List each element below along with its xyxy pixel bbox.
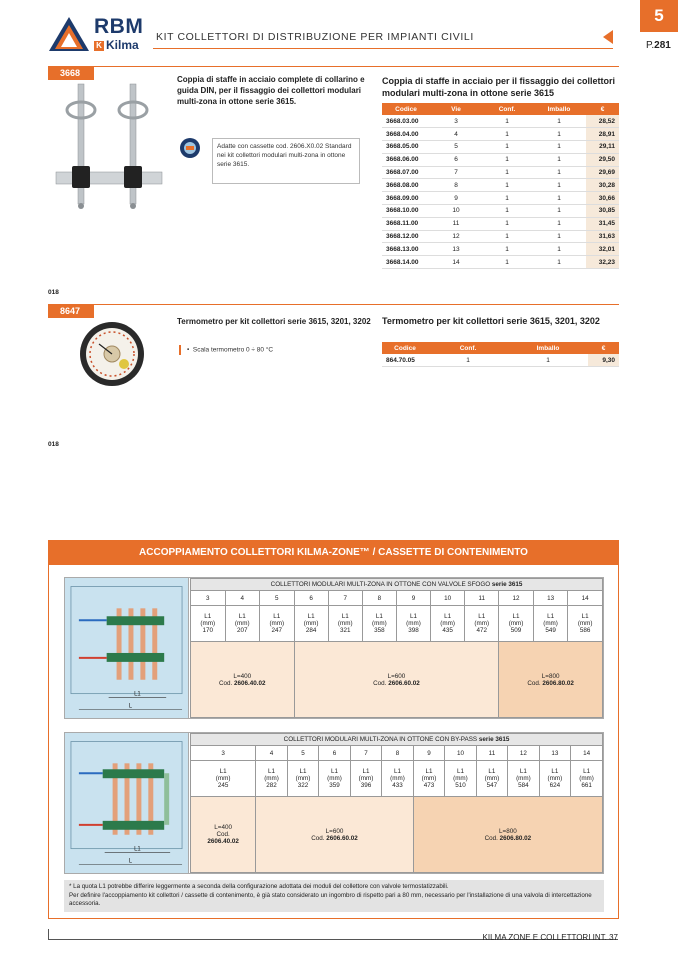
header-divider [153, 48, 613, 49]
cell-imballo: 1 [532, 217, 586, 230]
l1-cell: L1 (mm) 547 [476, 761, 507, 797]
box-cell: L=800 Cod. 2606.80.02 [413, 797, 602, 873]
cell-code: 3668.09.00 [382, 192, 430, 205]
ways-cell: 12 [508, 746, 539, 761]
manifold-diagram [65, 578, 189, 718]
cell-vie: 4 [430, 128, 482, 141]
cell-imballo: 1 [508, 354, 588, 367]
ways-cell: 14 [571, 746, 603, 761]
ways-cell: 8 [362, 591, 396, 606]
cell-conf: 1 [482, 256, 532, 269]
column-header: € [588, 342, 619, 354]
ways-cell: 13 [539, 746, 570, 761]
cell-imballo: 1 [532, 166, 586, 179]
l1-cell: L1 (mm) 284 [294, 606, 328, 642]
table-row [382, 179, 619, 192]
section-divider [48, 304, 619, 305]
l1-cell: L1 (mm) 245 [191, 761, 256, 797]
ways-cell: 4 [256, 746, 287, 761]
ways-cell: 5 [260, 591, 295, 606]
coupling-title: ACCOPPIAMENTO COLLETTORI KILMA-ZONE™ / CASSETTE DI CONTENIMENTO [48, 540, 619, 565]
l1-cell: L1 (mm) 624 [539, 761, 570, 797]
cell-vie: 6 [430, 153, 482, 166]
price-table [382, 342, 619, 367]
dim-l-label: L [128, 703, 133, 710]
l1-cell: L1 (mm) 207 [225, 606, 260, 642]
coupling-table-b [190, 733, 603, 873]
column-header: Conf. [482, 103, 532, 115]
cell-code: 864.70.05 [382, 354, 428, 367]
l1-cell: L1 (mm) 247 [260, 606, 295, 642]
column-header: € [586, 103, 619, 115]
cell-vie: 8 [430, 179, 482, 192]
ways-cell: 3 [191, 591, 226, 606]
cell-conf: 1 [482, 192, 532, 205]
cell-conf: 1 [482, 128, 532, 141]
price-table [382, 103, 619, 269]
ways-cell: 6 [319, 746, 350, 761]
ways-cell: 11 [476, 746, 507, 761]
cell-imballo: 1 [532, 115, 586, 128]
rbm-logo-icon [48, 16, 90, 52]
cell-imballo: 1 [532, 179, 586, 192]
ways-cell: 13 [533, 591, 568, 606]
table-row [382, 354, 619, 367]
page-code: 018 [48, 289, 59, 296]
cell-vie: 3 [430, 115, 482, 128]
l1-cell: L1 (mm) 472 [465, 606, 499, 642]
cell-vie: 14 [430, 256, 482, 269]
table-caption: COLLETTORI MODULARI MULTI-ZONA IN OTTONE CON BY-PASS serie 3615 [191, 734, 603, 746]
box-cell: L=400 Cod. 2606.40.02 [191, 642, 295, 718]
footer-text: KILMA ZONE E COLLETTORI INT. 37 [482, 933, 618, 942]
footnote [64, 880, 604, 912]
table-row [382, 166, 619, 179]
page-code: 018 [48, 441, 59, 448]
product-description: Termometro per kit collettori serie 3615, 3201, 3202 [177, 317, 371, 326]
brand-name: RBM [94, 15, 144, 38]
ways-cell: 7 [328, 591, 362, 606]
column-header: Codice [382, 342, 428, 354]
table-title: Termometro per kit collettori serie 3615, 3201, 3202 [382, 316, 600, 326]
l1-cell: L1 (mm) 170 [191, 606, 226, 642]
bracket-product-image [52, 80, 167, 215]
cell-conf: 1 [482, 243, 532, 256]
cell-imballo: 1 [532, 153, 586, 166]
cell-code: 3668.10.00 [382, 205, 430, 218]
ways-cell: 14 [568, 591, 603, 606]
cell-code: 3668.12.00 [382, 230, 430, 243]
cell-imballo: 1 [532, 243, 586, 256]
box-cell: L=600 Cod. 2606.60.02 [256, 797, 413, 873]
cell-price: 31,63 [586, 230, 619, 243]
cell-imballo: 1 [532, 128, 586, 141]
cell-conf: 1 [482, 217, 532, 230]
cell-price: 28,91 [586, 128, 619, 141]
ways-cell: 9 [413, 746, 444, 761]
cell-imballo: 1 [532, 256, 586, 269]
cell-price: 31,45 [586, 217, 619, 230]
footnote-line: * La quota L1 potrebbe differire leggermente a seconda della configurazione adottata dei moduli del collettore con valvole termostatizzabili. [69, 883, 449, 890]
cell-conf: 1 [482, 153, 532, 166]
spec-bullet: • Scala termometro 0 ÷ 80 °C [179, 345, 273, 355]
column-header: Codice [382, 103, 430, 115]
cell-vie: 7 [430, 166, 482, 179]
cell-vie: 9 [430, 192, 482, 205]
table-row [382, 128, 619, 141]
column-header: Imballo [508, 342, 588, 354]
ways-cell: 12 [499, 591, 534, 606]
coupling-table-a [190, 578, 603, 718]
cell-code: 3668.06.00 [382, 153, 430, 166]
ways-cell: 11 [465, 591, 499, 606]
cell-vie: 10 [430, 205, 482, 218]
cell-imballo: 1 [532, 205, 586, 218]
cell-vie: 13 [430, 243, 482, 256]
table-row [382, 192, 619, 205]
ways-cell: 9 [396, 591, 430, 606]
l1-cell: L1 (mm) 549 [533, 606, 568, 642]
table-row [382, 153, 619, 166]
box-cell: L=400 Cod. 2606.40.02 [191, 797, 256, 873]
manifold-bypass-diagram [65, 733, 189, 873]
cell-price: 29,50 [586, 153, 619, 166]
product-code-label: 3668 [48, 66, 94, 80]
cell-price: 30,66 [586, 192, 619, 205]
table-row [382, 243, 619, 256]
cell-vie: 5 [430, 141, 482, 154]
dim-l1-label: L1 [134, 846, 141, 853]
cell-price: 28,52 [586, 115, 619, 128]
cell-conf: 1 [482, 115, 532, 128]
cell-vie: 12 [430, 230, 482, 243]
table-row [382, 141, 619, 154]
page-number: P.281 [646, 40, 671, 51]
triangle-left-icon [603, 30, 613, 44]
column-header: Imballo [532, 103, 586, 115]
table-row [382, 205, 619, 218]
ways-cell: 5 [287, 746, 318, 761]
l1-cell: L1 (mm) 358 [362, 606, 396, 642]
l1-cell: L1 (mm) 584 [508, 761, 539, 797]
page-title: KIT COLLETTORI DI DISTRIBUZIONE PER IMPIANTI CIVILI [156, 31, 474, 43]
sub-brand: K Kilma [94, 38, 139, 52]
l1-cell: L1 (mm) 586 [568, 606, 603, 642]
column-header: Vie [430, 103, 482, 115]
table-title: Coppia di staffe in acciaio per il fissaggio dei collettori modulari multi-zona in ottone serie 3615 [382, 76, 616, 98]
cell-code: 3668.11.00 [382, 217, 430, 230]
cassette-icon [179, 137, 203, 159]
product-code-label: 8647 [48, 304, 94, 318]
l1-cell: L1 (mm) 396 [350, 761, 381, 797]
cell-code: 3668.13.00 [382, 243, 430, 256]
cell-price: 9,30 [588, 354, 619, 367]
cell-code: 3668.04.00 [382, 128, 430, 141]
cell-conf: 1 [482, 205, 532, 218]
ways-cell: 3 [191, 746, 256, 761]
dim-l1-label: L1 [134, 691, 141, 698]
l1-cell: L1 (mm) 282 [256, 761, 287, 797]
section-divider [48, 66, 619, 67]
cell-imballo: 1 [532, 192, 586, 205]
l1-cell: L1 (mm) 322 [287, 761, 318, 797]
ways-cell: 8 [382, 746, 413, 761]
cell-code: 3668.05.00 [382, 141, 430, 154]
table-row [382, 230, 619, 243]
thermometer-product-image [72, 320, 152, 388]
ways-cell: 10 [445, 746, 476, 761]
ways-cell: 4 [225, 591, 260, 606]
cell-imballo: 1 [532, 230, 586, 243]
chapter-tab: 5 [640, 0, 678, 32]
l1-cell: L1 (mm) 359 [319, 761, 350, 797]
cell-conf: 1 [482, 166, 532, 179]
l1-cell: L1 (mm) 435 [431, 606, 465, 642]
compatibility-note: Adatte con cassette cod. 2606.X0.02 Standard nei kit collettori modulari multi-zona in ottone serie 3615. [212, 138, 360, 184]
cell-price: 29,11 [586, 141, 619, 154]
l1-cell: L1 (mm) 509 [499, 606, 534, 642]
l1-cell: L1 (mm) 321 [328, 606, 362, 642]
box-cell: L=800 Cod. 2606.80.02 [499, 642, 603, 718]
l1-cell: L1 (mm) 661 [571, 761, 603, 797]
footnote-line: Per definire l'accoppiamento kit collettori / cassette di contenimento, è già stato considerato un ingombro di rispetto pari a 80 mm, necessario per l'installazione di una valvola di intercettazione accessoria. [69, 891, 592, 907]
cell-price: 30,28 [586, 179, 619, 192]
table-row [382, 217, 619, 230]
cell-vie: 11 [430, 217, 482, 230]
cell-conf: 1 [482, 230, 532, 243]
table-row [382, 256, 619, 269]
l1-cell: L1 (mm) 433 [382, 761, 413, 797]
cell-conf: 1 [482, 141, 532, 154]
cell-code: 3668.14.00 [382, 256, 430, 269]
cell-conf: 1 [428, 354, 508, 367]
cell-imballo: 1 [532, 141, 586, 154]
table-caption: COLLETTORI MODULARI MULTI-ZONA IN OTTONE CON VALVOLE SFOGO serie 3615 [191, 579, 603, 591]
l1-cell: L1 (mm) 473 [413, 761, 444, 797]
cell-price: 30,85 [586, 205, 619, 218]
dim-l-label: L [128, 858, 133, 865]
table-row [382, 115, 619, 128]
ways-cell: 10 [431, 591, 465, 606]
l1-cell: L1 (mm) 398 [396, 606, 430, 642]
column-header: Conf. [428, 342, 508, 354]
cell-price: 29,69 [586, 166, 619, 179]
ways-cell: 6 [294, 591, 328, 606]
cell-code: 3668.07.00 [382, 166, 430, 179]
cell-code: 3668.08.00 [382, 179, 430, 192]
box-cell: L=600 Cod. 2606.60.02 [294, 642, 499, 718]
l1-cell: L1 (mm) 510 [445, 761, 476, 797]
cell-code: 3668.03.00 [382, 115, 430, 128]
ways-cell: 7 [350, 746, 381, 761]
product-description: Coppia di staffe in acciaio complete di collarino e guida DIN, per il fissaggio dei collettori modulari multi-zona in ottone serie 3615. [177, 75, 365, 106]
cell-price: 32,01 [586, 243, 619, 256]
cell-price: 32,23 [586, 256, 619, 269]
cell-conf: 1 [482, 179, 532, 192]
